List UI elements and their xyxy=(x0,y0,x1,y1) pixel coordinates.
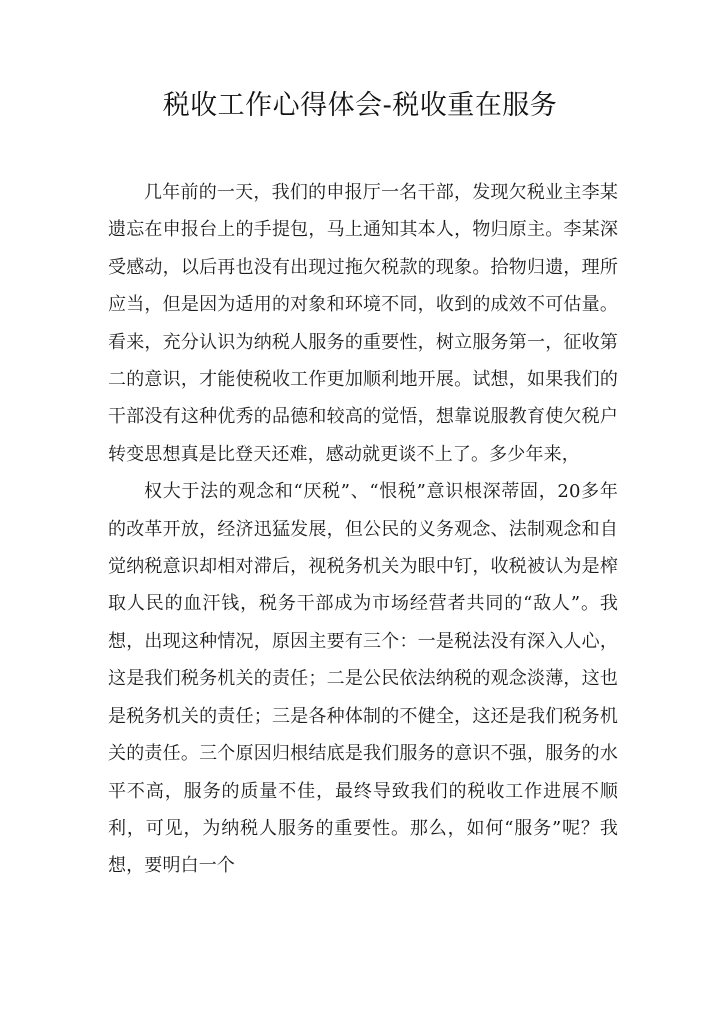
paragraph-1: 几年前的一天，我们的申报厅一名干部，发现欠税业主李某遗忘在申报台上的手提包，马上通知其本人，物归原主。李某深受感动，以后再也没有出现过拖欠税款的现象。拾物归遗，理所应当，但是因为适用的对象和环境不同，收到的成效不可估量。看来，充分认识为纳税人服务的重要性，树立服务第一，征收第二的意识，才能使税收工作更加顺利地开展。试想，如果我们的干部没有这种优秀的品德和较高的觉悟，想靠说服教育使欠税户转变思想真是比登天还难，感动就更谈不上了。多少年来， xyxy=(108,182,618,465)
paragraph-2: 权大于法的观念和“厌税”、“恨税”意识根深蒂固，20多年的改革开放，经济迅猛发展，但公民的义务观念、法制观念和自觉纳税意识却相对滞后，视税务机关为眼中钉，收税被认为是榨取人民的血汗钱，税务干部成为市场经营者共同的“敌人”。我想，出现这种情况，原因主要有三个：一是税法没有深入人心，这是我们税务机关的责任；二是公民依法纳税的观念淡薄，这也是税务机关的责任；三是各种体制的不健全，这还是我们税务机关的责任。三个原因归根结底是我们服务的意识不强，服务的水平不高，服务的质量不佳，最终导致我们的税收工作进展不顺利，可见，为纳税人服务的重要性。那么，如何“服务”呢？我想，要明白一个 xyxy=(108,481,618,877)
document-title: 税收工作心得体会-税收重在服务 xyxy=(162,90,558,121)
document-body xyxy=(108,174,618,885)
